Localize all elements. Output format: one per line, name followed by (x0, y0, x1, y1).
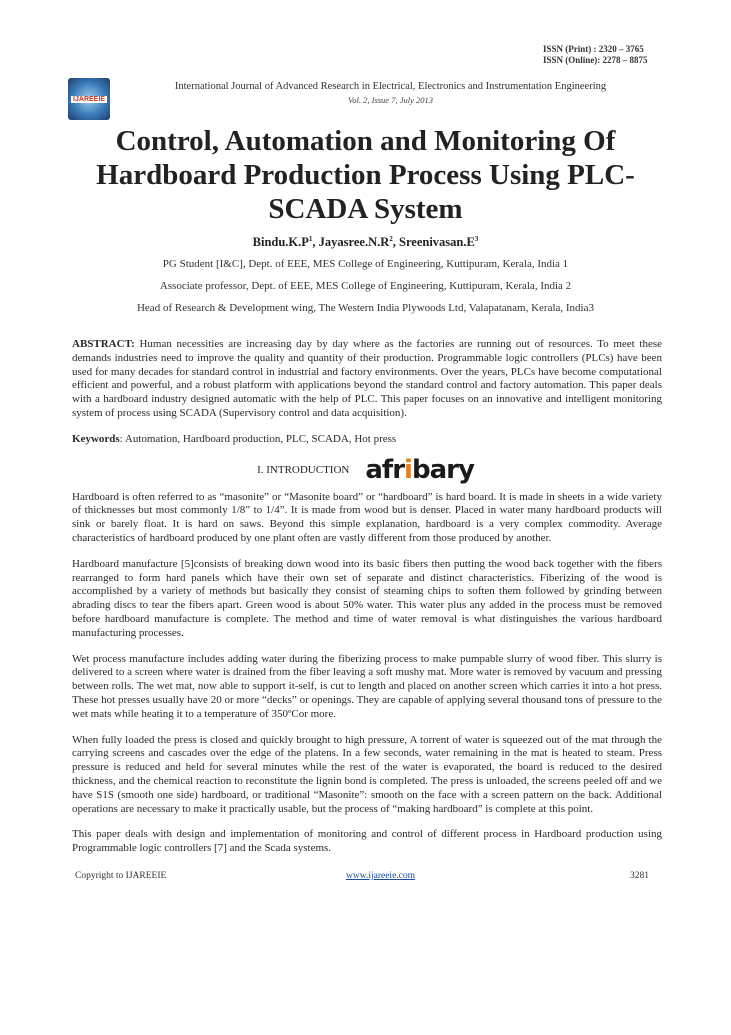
abstract-label: ABSTRACT: (72, 338, 135, 350)
paragraph: This paper deals with design and implementation of monitoring and control of different process in Hardboard production using Programmable logic controllers [7] and the Scada systems. (72, 828, 662, 855)
authors: $Bindu.K.P^1$, $Jayasree.N.R^2$, $Sreenivasan.E^3$ (252, 234, 479, 249)
footer-url-link[interactable]: www.ijareeie.com (346, 870, 416, 881)
masthead (68, 78, 671, 120)
keywords-text: : Automation, Hardboard production, PLC, SCADA, Hot press (119, 432, 397, 445)
watermark-logo: afribary (365, 454, 474, 485)
author: Sreenivasan.E (399, 235, 475, 249)
paragraph: Wet process manufacture includes adding water during the fiberizing process to make pumpable slurry of wood fiber. This slurry is delivered to a screen where water is drained from the fiber leaving a soft mushy mat. More water is removed by vacuum and pressing between rolls. The wet mat, now able to support it-self, is cut to length and placed on another screen which carries it into a hot press. These hot presses usually have 20 or more “decks” or openings. They are capable of applying several thousand tons of pressure to the wet mats while heating it to a temperature of 350ºCor more. (72, 652, 662, 720)
section-heading: I. INTRODUCTION (257, 463, 350, 476)
author: Bindu.K.P (252, 235, 309, 249)
issn-print: ISSN (Print) : 2320 – 3765 (543, 44, 644, 54)
footer-copyright: Copyright to IJAREEIE (75, 870, 167, 881)
abstract-text: Human necessities are increasing day by day where as the factories are running out of resources. To meet these demands industries need to improve the quality and quantity of their production. Programmable logic controllers (PLCs) have been used for many decades for standard control in industrial and factory environments. Over the years, PLCs have become computational efficient and powerful, and a robust platform with applications beyond the standard control and factory automation. This paper deals with a hardboard industry designed automatic with the help of PLC. This paper focuses on an innovative and intelligent monitoring system of process using SCADA (Supervisory control and data acquisition). (72, 338, 662, 419)
journal-logo (68, 78, 110, 120)
author-sup: 2 (389, 234, 393, 243)
issn-block (543, 44, 731, 66)
keywords (72, 433, 662, 447)
keywords-label: Keywords (72, 432, 120, 445)
paragraph: Hardboard is often referred to as “masonite” or “Masonite board” or “hardboard” is hard board. It is made in sheets in a wide variety of thicknesses but most commonly 1/8” to 1/4”. It is made from wood but is denser. Placed in water many hardboard products will sink or barely float. It is hard on saws. Beyond this simple explanation, hardboard is a very complex commodity. Average characteristics of hardboard produced by one plant often are vastly different from those produced by another. (72, 490, 662, 544)
affiliation: Associate professor, Dept. of EEE, MES College of Engineering, Kuttipuram, Kerala, India 2 (159, 280, 572, 292)
author-sup: 1 (308, 234, 313, 243)
masthead-text (110, 78, 671, 106)
journal-volume: Vol. 2, Issue 7, July 2013 (348, 95, 433, 105)
affiliation: PG Student [I&C], Dept. of EEE, MES College of Engineering, Kuttipuram, Kerala, India 1 (162, 258, 569, 270)
paper-title: Control, Automation and Monitoring Of Hardboard Production Process Using PLC-SCADA System (96, 125, 635, 225)
section-heading-row (60, 455, 671, 485)
paragraph: Hardboard manufacture [5]consists of breaking down wood into its basic fibers then putting the wood back together with the fibers rearranged to form hard panels which have their own set of separate and distinct characteristics. Fiberizing of the wood is accomplished by a variety of methods but basically they consist of steaming chips to soften them followed by grinding between abrading discs to tear the fibers apart. Green wood is about 50% water. This water plus any added in the process must be removed before hardboard manufacture is complete. The method and time of water removal is what distinguishes the various hardboard manufacturing processes. (72, 557, 662, 639)
issn-online: ISSN (Online): 2278 – 8875 (543, 55, 648, 65)
footer (0, 870, 731, 884)
page-number: 3281 (630, 870, 649, 881)
journal-name: International Journal of Advanced Research in Electrical, Electronics and Instrumentation Engineering (174, 81, 607, 92)
paragraph: When fully loaded the press is closed and quickly brought to high pressure, A torrent of water is squeezed out of the mat through the carrying screens and cascades over the edge of the platens. In a few seconds, water remaining in the mat is heated to steam. Press pressure is reduced and held for several minutes while the rest of the water is evaporated, the board is reduced to the desired thickness, and the chemical reaction to reconstitute the lignin bond is completed. The press is unloaded, the screens peeled off and we have S1S (smooth one side) hardboard, or traditional “Masonite”: smooth on the face with a screen pattern on the back. Additional operations are necessary to make it practically usable, but the process of “making hardboard” is complete at this point. (72, 733, 662, 815)
author-sup: 3 (474, 234, 479, 243)
affiliation: Head of Research & Development wing, The Western India Plywoods Ltd, Valapatanam, Kerala, India3 (136, 302, 594, 314)
abstract (72, 338, 662, 421)
author: Jayasree.N.R (318, 235, 390, 249)
logo-text: IJAREEIE (73, 95, 105, 103)
